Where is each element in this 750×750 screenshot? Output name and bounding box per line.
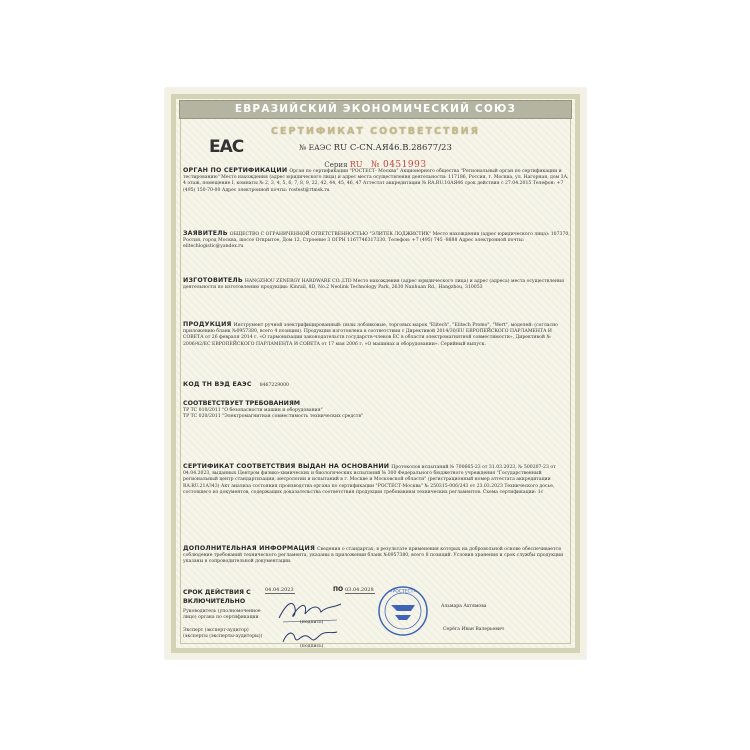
product-label: ПРОДУКЦИЯ <box>183 321 232 328</box>
certificate-title: СЕРТИФИКАТ СООТВЕТСТВИЯ <box>271 126 480 137</box>
head-name: Альмара Ахтямова <box>441 604 487 609</box>
validity-to: 03.04.2028 <box>345 587 374 593</box>
rostest-seal <box>377 585 429 637</box>
section-applicant <box>183 231 570 251</box>
certificate-sheet <box>165 88 586 659</box>
head-label-line2: лицо) органа по сертификации <box>183 615 259 620</box>
organ-label: ОРГАН ПО СЕРТИФИКАЦИИ <box>183 167 288 174</box>
series-code: RU <box>349 160 363 169</box>
organ-text: Орган по сертификации "РОСТЕСТ- Москва" Акционерного общества "Региональный орган по сертификации и тестированию" Место нахождения (адрес юридического лица) и адрес места осуществления деятельности: 117186, Россия, г. Москва, ул. Нагорная, дом 3А, 4 этаж, помещение I, комнаты № 2, 3, 4, 5, 6, 7, 8, 9, 22, 42, 44, 45, 46, 47 Аттестат аккредитации № RA.RU.10АЯ46 срок действия с 27.04.2015 Телефон: +7 (495) 150-70-00 Адрес электронной почты: rostest@rtmsk.ru <box>183 169 569 193</box>
manufacturer-label: ИЗГОТОВИТЕЛЬ <box>183 277 243 284</box>
section-requirements <box>183 400 570 420</box>
validity-label <box>183 588 251 606</box>
section-manufacturer <box>183 278 570 291</box>
expert-signature-label <box>183 628 262 640</box>
head-label-line1: Руководитель (уполномоченное <box>183 609 261 614</box>
series-label: Серия <box>324 161 348 169</box>
section-additional <box>183 546 570 566</box>
requirement-line-2: ТР ТС 020/2011 "Электромагнитная совместимость технических средств" <box>183 414 364 420</box>
expert-name: Серёга Иван Валерьевич <box>443 627 504 632</box>
certificate-number <box>165 143 586 153</box>
head-signature-caption: (подпись) <box>300 620 324 625</box>
validity-label-line1: СРОК ДЕЙСТВИЯ С <box>183 589 251 596</box>
basis-text: Протоколов испытаний № 700665-23 от 31.03.2023, № 500207-23 от 04.04.2023, выданных Центром физико-химических и биологических испытаний № 300 Федерального бюджетного учреждения "Государственный региональный центр стандартизации, метрологии и испытаний в г. Москве и Московской области" (регистрационный номер аттестата аккредитации RA.RU.21АЗ43) Акт анализа состояния производства органа по сертификации "РОСТЕСТ-Москва" № 250315-006/243 от 23.03.2023 Технического досье, состоящего из документов, содержащих доказательства соответствия продукции требованиям технических регламентов. Схема сертификации: 1с <box>183 465 556 495</box>
section-product <box>183 322 570 348</box>
validity-label-line2: ВКЛЮЧИТЕЛЬНО <box>183 598 246 605</box>
basis-label: СЕРТИФИКАТ СООТВЕТСТВИЯ ВЫДАН НА ОСНОВАНИИ <box>183 463 390 470</box>
hs-code-value: 8467229000 <box>259 383 289 388</box>
requirements-label: СООТВЕТСТВУЕТ ТРЕБОВАНИЯМ <box>183 400 301 407</box>
applicant-text: ОБЩЕСТВО С ОГРАНИЧЕННОЙ ОТВЕТСТВЕННОСТЬЮ "ЭЛИТЕК ЛОДЖИСТИК" Место нахождения (адрес юридического лица): 107370, Россия, город Москва, шоссе Открытое, Дом 12, Строение 3 ОГРН 1167746317330. Телефон: +7 (495) 745 -8888 Адрес электронной почты: elitechlogistic@yandex.ru <box>183 232 570 250</box>
expert-signature-caption: (подпись) <box>300 644 324 649</box>
expert-label-line2: (эксперты (эксперты-аудиторы)) <box>183 634 263 639</box>
additional-label: ДОПОЛНИТЕЛЬНАЯ ИНФОРМАЦИЯ <box>183 545 316 552</box>
manufacturer-text: HANGZHOU ZENERGY HARDWARE CO.,LTD Место нахождения (адрес юридического лица) и адрес (адреса) места осуществления деятельности по изготовлению продукции: Kinrail, 8D, No.2 Neolink Technology Park, 2630 Nanhuan Rd., Hangzhou, 310053 <box>183 279 564 291</box>
section-basis <box>183 464 570 496</box>
additional-text: Сведения о стандартах, в результате применения которых на добровольной основе обеспечивается соблюдение требований технического регламента, указаны в приложении бланк №0957380, всего 8 позиций. Условия хранения и срок службы продукции указаны в сопроводительной документации. <box>183 547 564 565</box>
expert-label-line1: Эксперт (эксперт-аудитор) <box>183 628 249 633</box>
union-banner: ЕВРАЗИЙСКИЙ ЭКОНОМИЧЕСКИЙ СОЮЗ <box>179 100 572 119</box>
series-number: 0451993 <box>382 160 427 170</box>
cert-number-value: RU C-CN.АЯ46.В.28677/23 <box>333 143 452 153</box>
cert-number-label: № ЕАЭС <box>299 143 332 152</box>
series-number-label: № <box>370 160 380 170</box>
hs-code-label: КОД ТН ВЭД ЕАЭС <box>183 381 252 388</box>
requirement-line-1: ТР ТС 010/2011 "О безопасности машин и оборудования" <box>183 408 323 413</box>
section-organ <box>183 168 570 194</box>
product-text: Инструмент ручной электрифицированный: пилы лобзиковые, торговых марок "Elitech", "Elitech Promo", "Wert", моделей: (согласно приложению бланк №0957380, всего 4 позиции). Продукция изготовлена в соответствии с Директивой 2014/30/EU ЕВРОПЕЙСКОГО ПАРЛАМЕНТА И СОВЕТА от 26 февраля 2014 г. «О гармонизации законодательств государств-членов ЕС в области электромагнитной совместимости», Директивой № 2006/42/ЕС ЕВРОПЕЙСКОГО ПАРЛАМЕНТА И СОВЕТА от 17 мая 2006 г. «О машинах и оборудовании». Серийный выпуск. <box>183 323 558 347</box>
validity-to-label: ПО <box>333 586 344 593</box>
head-signature-label <box>183 609 261 621</box>
validity-from: 04.04.2023 <box>265 587 294 593</box>
eac-mark: EAC <box>209 137 244 157</box>
seal-text: «РОСТЕСТ» <box>389 589 417 595</box>
section-hs-code <box>183 382 570 389</box>
applicant-label: ЗАЯВИТЕЛЬ <box>183 230 228 237</box>
